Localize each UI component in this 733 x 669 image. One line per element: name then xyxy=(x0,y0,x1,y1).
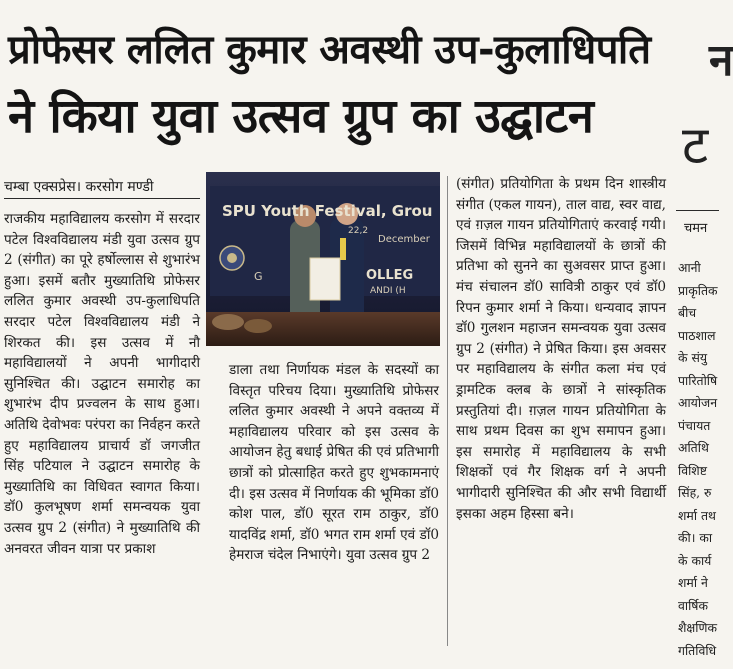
side-line: के संयु xyxy=(678,350,708,365)
event-photo xyxy=(206,172,440,346)
byline: चम्बा एक्सप्रेस। करसोग मण्डी xyxy=(4,179,154,195)
headline-line-1: प्रोफेसर ललित कुमार अवस्थी उप-कुलाधिपति xyxy=(8,27,651,73)
side-line: आयोजन xyxy=(678,395,718,410)
side-line: आनी xyxy=(678,260,701,275)
side-line: की। का xyxy=(678,530,713,545)
side-divider xyxy=(676,210,719,211)
banner-college: OLLEG xyxy=(366,268,414,283)
headline-line-2: ने किया युवा उत्सव ग्रुप का उद्घाटन xyxy=(8,89,594,144)
side-line: पारितोषि xyxy=(678,372,718,388)
banner-month: December xyxy=(378,234,430,245)
side-headline-top: न xyxy=(709,35,733,86)
side-line: सिंह, रु xyxy=(678,485,712,500)
side-line: शैक्षणिक xyxy=(678,620,717,635)
banner-title: SPU Youth Festival, Grou xyxy=(222,202,433,220)
side-line: शर्मा तथ xyxy=(678,507,716,523)
side-line: विशिष्ट xyxy=(678,462,707,478)
byline-rule xyxy=(4,198,200,199)
event-photo-illustration xyxy=(206,172,440,346)
side-line: वार्षिक xyxy=(678,597,708,613)
article-text-col2: डाला तथा निर्णायक मंडल के सदस्यों का विस्तृत परिचय दिया। मुख्यातिथि प्रोफेसर ललित कुमार अवस्थी ने अपने वक्तव्य में महाविद्यालय परिवार को इस उत्सव के आयोजन हेतु बधाई प्रेषित की एवं प्रतिभागी छात्रों को प्रोत्साहित करते हुए शुभकामनाएं दी। इस उत्सव में निर्णायक की भूमिका डॉ0 कोश पाल, डॉ0 सूरत राम ठाकुर, डॉ0 यादविंद्र शर्मा, डॉ0 भगत राम शर्मा एवं डॉ0 हेमराज चंदेल निभाएंगे। युवा उत्सव ग्रुप 2 xyxy=(229,362,439,564)
side-byline: चमन xyxy=(684,221,708,236)
article-text-col1: राजकीय महाविद्यालय करसोग में सरदार पटेल विश्वविद्यालय मंडी युवा उत्सव ग्रुप 2 (संगीत) का पूरे हर्षोल्लास से शुभारंभ हुआ। इसमें बतौर मुख्यातिथि प्रोफेसर ललित कुमार अवस्थी उप-कुलाधिपति सरदार पटेल विश्वविद्यालय मंडी ने शिरकत की। इस उत्सव में नौ महाविद्यालयों ने अपनी भागीदारी सुनिश्चित की। उद्घाटन समारोह का शुभारंभ दीप प्रज्वलन के साथ हुआ। अतिथि देवोभवः परंपरा का निर्वहन करते हुए महाविद्यालय प्राचार्य डॉ जगजीत सिंह पटियाल ने उद्घाटन समारोह के मुख्यातिथि का विधिवत स्वागत किया। डॉ0 कुलभूषण शर्मा समन्वयक युवा उत्सव ग्रुप 2 (संगीत) ने मुख्यातिथि की अनवरत जीवन यात्रा पर प्रकाश xyxy=(4,211,200,557)
side-line: शर्मा ने xyxy=(678,575,708,590)
banner-place: ANDI (H xyxy=(370,286,406,296)
side-line: बीच xyxy=(678,305,697,320)
column-divider xyxy=(447,176,448,646)
side-line: प्राकृतिक xyxy=(678,282,718,298)
article-column-1 xyxy=(4,209,200,665)
article-column-3 xyxy=(456,174,666,664)
side-line: के कार्य xyxy=(678,552,712,568)
banner-date: 22,2 xyxy=(348,226,369,236)
side-line: पंचायत xyxy=(678,417,711,433)
side-headline-big: ट xyxy=(682,116,709,176)
side-line: पाठशाल xyxy=(678,327,716,343)
side-article-text xyxy=(678,257,719,662)
banner-letter: G xyxy=(254,270,263,283)
article-text-col3: (संगीत) प्रतियोगिता के प्रथम दिन शास्त्रीय संगीत (एकल गायन), ताल वाद्य, स्वर वाद्य, एवं ग़ज़ल गायन प्रतियोगिताएं करवाई गयी। जिसमें विभिन्न महाविद्यालयों के छात्रों की प्रतिभा को सुनने का सुअवसर प्राप्त हुआ। मंच संचालन डॉ0 सावित्री ठाकुर एवं डॉ0 रिपन कुमार शर्मा ने किया। धन्यवाद ज्ञापन डॉ0 गुलशन महाजन समन्वयक युवा उत्सव ग्रुप 2 (संगीत) ने प्रेषित किया। इस अवसर पर महाविद्यालय के संगीत कला मंच एवं ड्रामटिक क्लब के छात्रों ने सांस्कृतिक प्रस्तुतियां दी। ग़ज़ल गायन प्रतियोगिता के साथ प्रथम दिवस का शुभ समापन हुआ। इस समारोह में महाविद्यालय के सभी शिक्षकों एवं गैर शिक्षक वर्ग ने अपनी भागीदारी सुनिश्चित की और सभी विद्यार्थी इसका अहम हिस्सा बने। xyxy=(456,176,666,522)
article-column-2 xyxy=(229,360,439,660)
side-line: अतिथि xyxy=(678,440,709,455)
side-line: गतिविधि xyxy=(678,642,717,658)
